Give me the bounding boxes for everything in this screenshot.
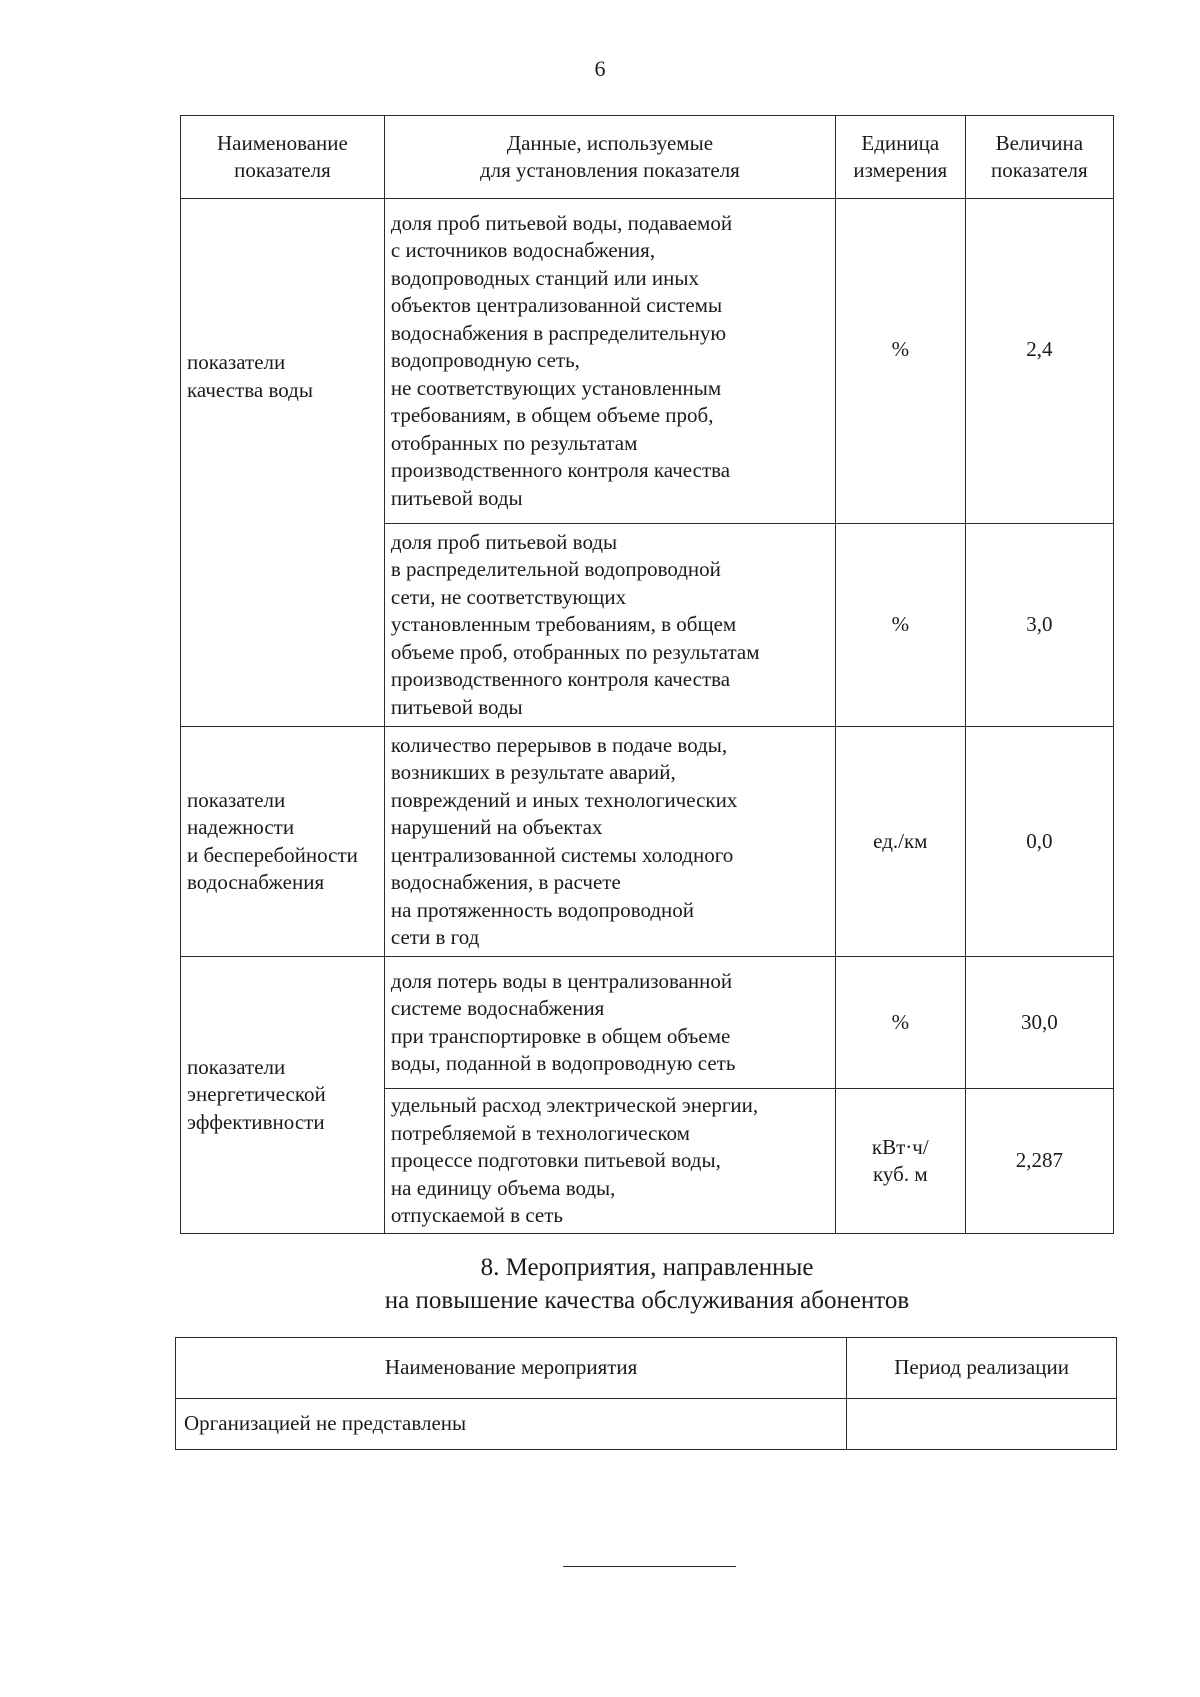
group-name-reliability: показатели надежности и бесперебойности водоснабжения <box>181 727 385 957</box>
page-number: 6 <box>594 56 606 81</box>
events-table <box>175 1337 1117 1450</box>
header-value: Величина показателя <box>965 116 1113 199</box>
indicator-data: доля проб питьевой воды, подаваемой с источников водоснабжения, водопроводных станций или иных объектов централизованной системы водоснабжения в распределительную водопроводную сеть, не соответствующих установленным требованиям, в общем объеме проб, отобранных по результатам производственного контроля качества питьевой воды <box>384 199 835 524</box>
indicator-data: удельный расход электрической энергии, потребляемой в технологическом процессе подготовки питьевой воды, на единицу объема воды, отпускаемой в сеть <box>384 1089 835 1234</box>
indicator-unit: кВт·ч/ куб. м <box>835 1089 965 1234</box>
end-divider-line <box>563 1566 736 1567</box>
indicator-value: 0,0 <box>965 727 1113 957</box>
indicator-value: 30,0 <box>965 957 1113 1089</box>
indicator-unit: % <box>835 957 965 1089</box>
section-8-title-line1: 8. Мероприятия, направленные <box>480 1254 814 1281</box>
section-8-title-line2: на повышение качества обслуживания абонентов <box>384 1287 910 1314</box>
indicator-value: 2,287 <box>965 1089 1113 1234</box>
indicators-header-row <box>181 116 1114 199</box>
group-name-water-quality: показатели качества воды <box>181 199 385 727</box>
header-unit: Единица измерения <box>835 116 965 199</box>
indicator-unit: % <box>835 199 965 524</box>
header-event-period: Период реализации <box>847 1338 1117 1399</box>
indicator-data: доля потерь воды в централизованной системе водоснабжения при транспортировке в общем объеме воды, поданной в водопроводную сеть <box>384 957 835 1089</box>
events-header-row <box>176 1338 1117 1399</box>
table-row <box>181 727 1114 957</box>
table-row <box>181 957 1114 1089</box>
table-row <box>176 1399 1117 1450</box>
indicators-table <box>180 115 1114 1234</box>
indicator-unit: % <box>835 524 965 727</box>
header-indicator-data: Данные, используемые для установления показателя <box>384 116 835 199</box>
indicator-value: 2,4 <box>965 199 1113 524</box>
event-period <box>847 1399 1117 1450</box>
indicator-unit: ед./км <box>835 727 965 957</box>
header-indicator-name: Наименование показателя <box>181 116 385 199</box>
indicator-data: количество перерывов в подаче воды, возникших в результате аварий, повреждений и иных технологических нарушений на объектах централизованной системы холодного водоснабжения, в расчете на протяженность водопроводной сети в год <box>384 727 835 957</box>
indicator-data: доля проб питьевой воды в распределительной водопроводной сети, не соответствующих установленным требованиям, в общем объеме проб, отобранных по результатам производственного контроля качества питьевой воды <box>384 524 835 727</box>
event-name: Организацией не представлены <box>176 1399 847 1450</box>
group-name-energy-efficiency: показатели энергетической эффективности <box>181 957 385 1234</box>
table-row <box>181 199 1114 524</box>
indicator-value: 3,0 <box>965 524 1113 727</box>
header-event-name: Наименование мероприятия <box>176 1338 847 1399</box>
section-8-title <box>180 1251 1114 1317</box>
